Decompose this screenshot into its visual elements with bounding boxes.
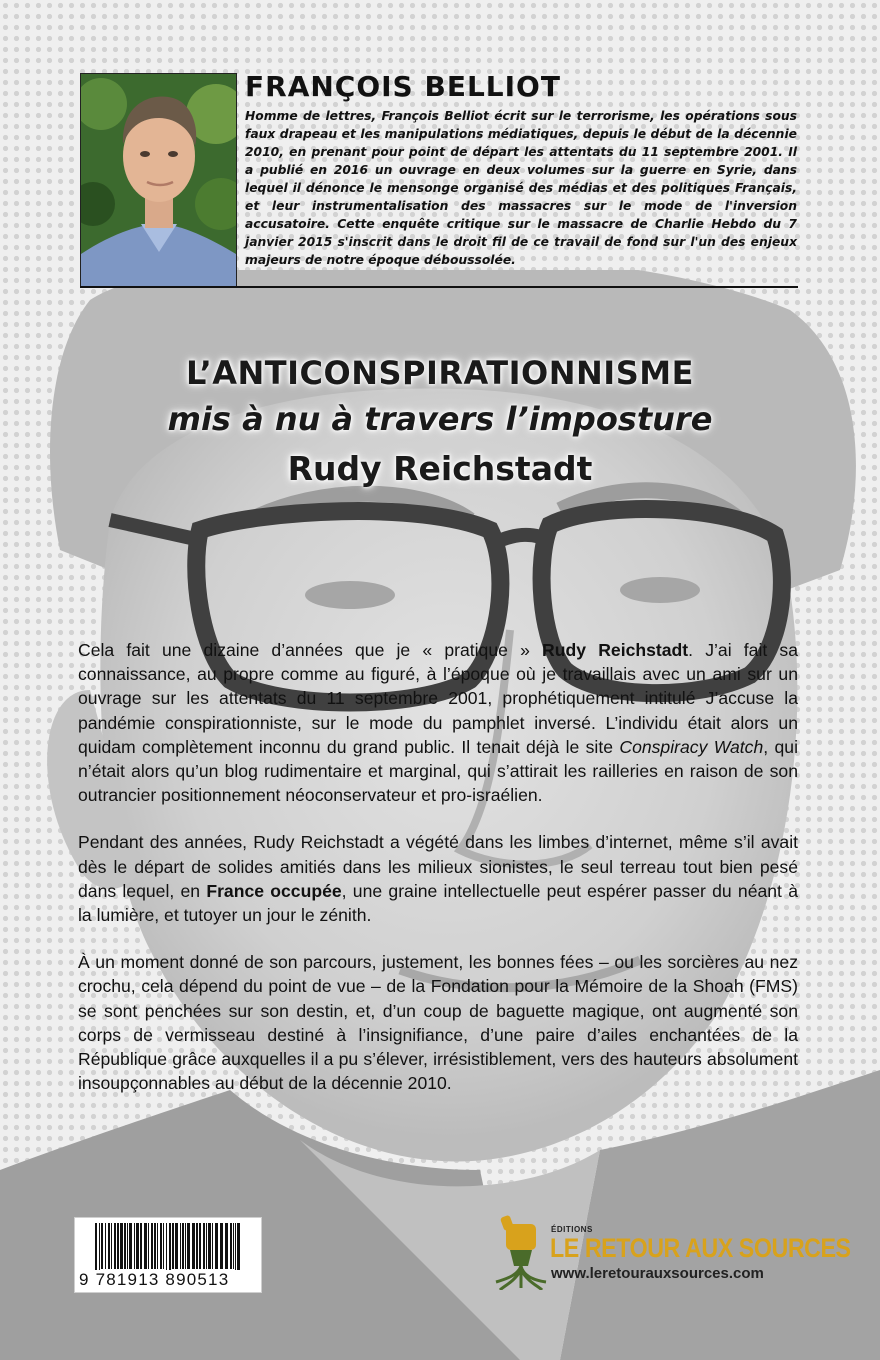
fist-with-roots-icon [490, 1212, 550, 1290]
barcode-bar [169, 1223, 171, 1275]
paragraph-3: À un moment donné de son parcours, justement, les bonnes fées – ou les sorcières au nez crochu, cela dépend du point de vue – de la Fondation pour la Mémoire de la Shoah (FMS) se sont penchées sur son destin, et, d’un coup de baguette magique, ont augmenté son corps de vermisseau destiné à l’insignifiance, d’une paire d’ailes enchantées de la République grâce auxquelles il a pu s’élever, irrésistiblement, vers des hauteurs absolument insoupçonnables au début de la décennie 2010. [78, 952, 798, 1094]
author-photo [80, 73, 237, 287]
barcode-bar [120, 1223, 123, 1269]
barcode-bar [160, 1223, 162, 1269]
barcode-bar [117, 1223, 119, 1269]
bold-phrase: France occupée [206, 880, 342, 901]
barcode-bar [175, 1223, 178, 1269]
barcode-bar [172, 1223, 174, 1269]
barcode-bar [233, 1223, 234, 1269]
publisher-name: LE RETOUR AUX SOURCES [550, 1233, 851, 1263]
barcode-bar [235, 1223, 236, 1275]
title-line-1: L’ANTICONSPIRATIONNISME [186, 354, 694, 392]
title-line-2: mis à nu à travers l’imposture [167, 400, 713, 438]
barcode-bar [136, 1223, 139, 1269]
barcode-bar [180, 1223, 181, 1269]
barcode-bar [154, 1223, 156, 1269]
barcode-bar [151, 1223, 153, 1269]
barcode-bar [220, 1223, 223, 1269]
barcode-bar [99, 1223, 100, 1275]
barcode-bar [129, 1223, 132, 1269]
barcode-bar [237, 1223, 240, 1275]
barcode-bars [95, 1223, 241, 1275]
author-name: FRANÇOIS BELLIOT [245, 70, 561, 103]
barcode-bar [157, 1223, 158, 1269]
barcode-bar [163, 1223, 164, 1269]
barcode-bar [148, 1223, 149, 1269]
barcode-bar [114, 1223, 116, 1269]
barcode-bar [124, 1223, 126, 1269]
author-bio: Homme de lettres, François Belliot écrit sur le terrorisme, les opérations sous faux drapeau et les manipulations médiatiques, depuis le début de la décennie 2010, en prenant pour point de départ les attentats du 11 septembre 2001. Il a publié en 2016 un ouvrage en deux volumes sur la guerre en Syrie, dans lequel il dénonce le mensonge organisé des médias et des politiques Français, et leur instrumentalisation des massacres sur le mode de l'inversion accusatoire. Cette enquête critique sur le massacre de Charlie Hebdo du 7 janvier 2015 s'inscrit dans le droit fil de ce travail de fond sur l'un des enjeux majeurs de notre époque déboussolée. [245, 109, 797, 267]
barcode-bar [140, 1223, 142, 1269]
header-divider [80, 286, 798, 288]
barcode-bar [192, 1223, 195, 1269]
barcode-bar [101, 1223, 103, 1269]
barcode-bar [225, 1223, 228, 1269]
publisher-label: ÉDITIONS [551, 1225, 593, 1234]
author-portrait-image [81, 74, 236, 286]
publisher-url[interactable]: www.leretourauxsources.com [551, 1265, 764, 1282]
barcode-bar [182, 1223, 184, 1269]
isbn-barcode [74, 1217, 262, 1293]
barcode-bar [111, 1223, 112, 1269]
paragraph-2: Pendant des années, Rudy Reichstadt a végété dans les limbes d’internet, même s’il avait dès le départ de solides amitiés dans les milieux sionistes, le seul terreau tout bien pesé dans lequel, en France occupée, une graine intellectuelle peut espérer passer du néant à la lumière, et tutoyer un jour le zénith. [78, 832, 798, 926]
barcode-bar [144, 1223, 147, 1269]
back-cover-text [78, 638, 798, 1118]
barcode-bar [196, 1223, 198, 1269]
barcode-bar [206, 1223, 207, 1269]
barcode-bar [187, 1223, 190, 1269]
barcode-bar [215, 1223, 218, 1269]
italic-site-name: Conspiracy Watch [619, 736, 764, 757]
book-title [0, 350, 880, 496]
barcode-bar [134, 1223, 135, 1269]
paragraph-1: Cela fait une dizaine d’années que je « pratique » Rudy Reichstadt. J’ai fait sa connaissance, au propre comme au figuré, à l’époque où je travaillais avec un ami sur un ouvrage sur les attentats du 11 septembre 2001, prophétiquement intitulé J’accuse la pandémie conspirationniste, sur le mode du pamphlet inversé. L’individu était alors un quidam complètement inconnu du grand public. Il tenait déjà le site Conspiracy Watch, qui n’était alors qu’un blog rudimentaire et marginal, qui s’attirait les railleries en raison de son outrancier positionnement néoconservateur et pro-israélien. [78, 640, 798, 806]
barcode-bar [199, 1223, 201, 1269]
barcode-bar [185, 1223, 186, 1269]
barcode-bar [208, 1223, 211, 1269]
barcode-bar [127, 1223, 128, 1269]
barcode-bar [203, 1223, 205, 1269]
barcode-bar [105, 1223, 106, 1269]
barcode-bar [95, 1223, 97, 1275]
barcode-bar [108, 1223, 110, 1269]
title-line-3: Rudy Reichstadt [287, 449, 593, 488]
barcode-bar [230, 1223, 232, 1269]
barcode-bar [212, 1223, 213, 1269]
isbn-number: 9 781913 890513 [79, 1270, 257, 1290]
barcode-bar [166, 1223, 167, 1275]
bold-name: Rudy Reichstadt [542, 640, 689, 660]
